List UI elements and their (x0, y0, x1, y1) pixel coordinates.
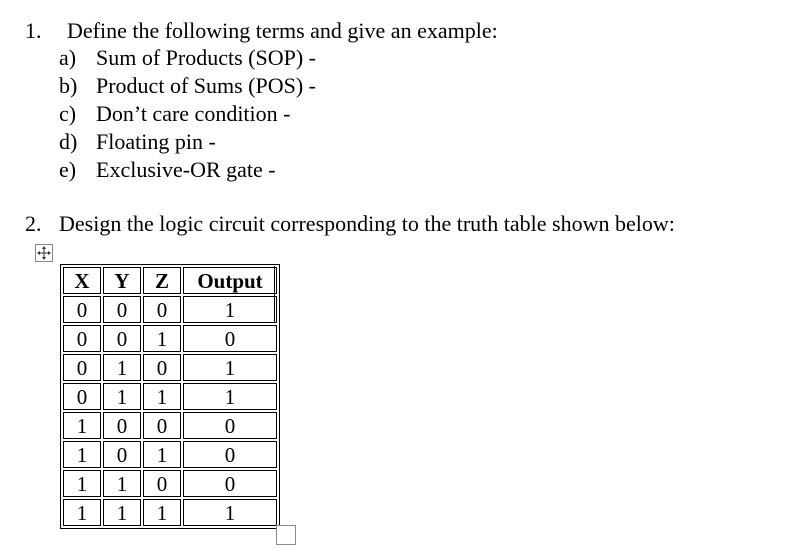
cell-x: 1 (63, 499, 101, 526)
item-text: Exclusive-OR gate - (96, 157, 276, 182)
table-row (63, 383, 277, 410)
table-row (63, 470, 277, 497)
cell-x: 0 (63, 383, 101, 410)
question-2-number: 2. (25, 211, 42, 236)
header-output: Output (183, 267, 277, 294)
list-item (59, 73, 459, 99)
cell-output: 0 (183, 412, 277, 439)
question-1-prompt: Define the following terms and give an example: (67, 18, 498, 43)
cell-x: 0 (63, 354, 101, 381)
cell-output: 1 (183, 354, 277, 381)
table-row (63, 499, 277, 526)
cell-x: 0 (63, 296, 101, 323)
list-item (59, 129, 459, 155)
list-item (59, 157, 459, 183)
cell-output: 0 (183, 470, 277, 497)
cell-output: 1 (183, 383, 277, 410)
table-header-row (63, 267, 277, 294)
cell-y: 1 (103, 383, 141, 410)
cell-z: 1 (143, 441, 181, 468)
item-text: Product of Sums (POS) - (96, 73, 317, 98)
cell-y: 1 (103, 470, 141, 497)
resize-square-icon[interactable] (276, 525, 296, 545)
table-border-extension (274, 266, 275, 323)
header-x: X (63, 267, 101, 294)
list-item (59, 101, 459, 127)
cell-y: 0 (103, 325, 141, 352)
item-letter: c) (59, 101, 77, 126)
cell-output: 1 (183, 499, 277, 526)
cell-z: 1 (143, 325, 181, 352)
cell-z: 1 (143, 383, 181, 410)
table-row (63, 354, 277, 381)
cell-x: 1 (63, 441, 101, 468)
cell-z: 0 (143, 412, 181, 439)
question-2-prompt: Design the logic circuit corresponding to the truth table shown below: (59, 211, 675, 236)
cell-y: 0 (103, 296, 141, 323)
table-row (63, 296, 277, 323)
table-row (63, 325, 277, 352)
item-text: Floating pin - (96, 129, 216, 154)
cell-y: 1 (103, 354, 141, 381)
cell-output: 0 (183, 325, 277, 352)
list-item (59, 45, 459, 71)
cell-y: 1 (103, 499, 141, 526)
item-text: Sum of Products (SOP) - (96, 45, 317, 70)
move-cross-icon[interactable] (35, 244, 53, 262)
cell-z: 0 (143, 470, 181, 497)
header-z: Z (143, 267, 181, 294)
item-letter: d) (59, 129, 78, 154)
cell-x: 1 (63, 470, 101, 497)
definition-list (59, 45, 459, 185)
cell-z: 0 (143, 354, 181, 381)
cell-z: 0 (143, 296, 181, 323)
header-y: Y (103, 267, 141, 294)
table-row (63, 412, 277, 439)
item-letter: a) (59, 45, 77, 70)
table-row (63, 441, 277, 468)
cell-z: 1 (143, 499, 181, 526)
item-letter: e) (59, 157, 77, 182)
cell-x: 1 (63, 412, 101, 439)
cell-x: 0 (63, 325, 101, 352)
item-letter: b) (59, 73, 78, 98)
truth-table (60, 264, 280, 529)
cell-y: 0 (103, 441, 141, 468)
item-text: Don’t care condition - (96, 101, 291, 126)
cell-output: 0 (183, 441, 277, 468)
cell-output: 1 (183, 296, 277, 323)
cell-y: 0 (103, 412, 141, 439)
question-1-number: 1. (25, 18, 42, 43)
